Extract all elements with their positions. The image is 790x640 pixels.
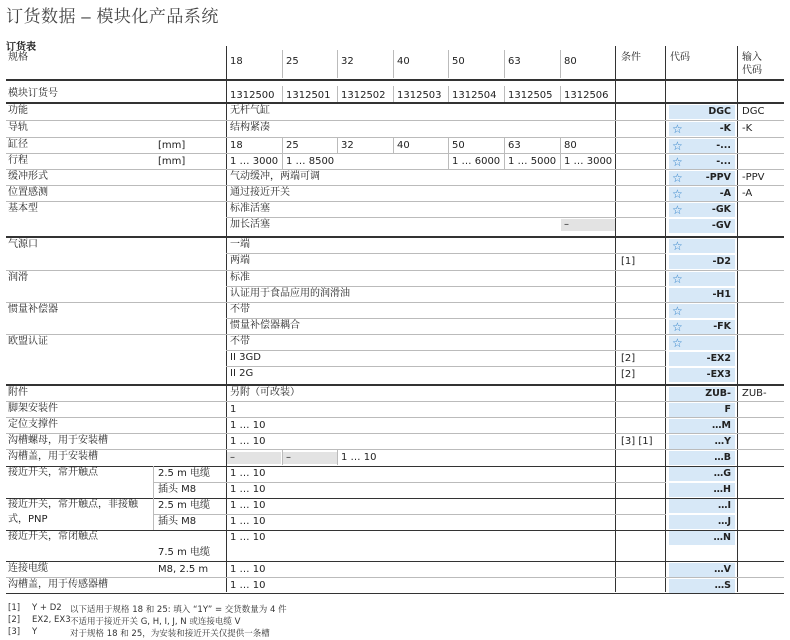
eu-code-2: -EX2: [706, 353, 731, 364]
partno-label: 模块订货号: [8, 88, 58, 99]
bore-value: 63: [508, 140, 521, 151]
no-sensor-sub-2: 插头 M8: [158, 484, 197, 495]
footnote-num: [3]: [8, 627, 21, 637]
air-value-2: 两端: [230, 255, 250, 266]
stroke-value: 1 … 3000: [230, 156, 279, 167]
function-code: DGC: [708, 106, 731, 117]
air-code-2: -D2: [712, 256, 731, 267]
pnp-sensor-code-2: …J: [717, 516, 731, 527]
slotcover-value: 1 … 10: [341, 452, 377, 463]
header-size-40: 40: [397, 56, 410, 67]
function-value: 无杆气缸: [230, 105, 270, 116]
eu-value-3: II 2G: [230, 368, 254, 379]
page-title: 订货数据 – 模块化产品系统: [6, 7, 219, 26]
star-icon: ☆: [672, 139, 683, 153]
guide-code: -K: [719, 123, 731, 134]
stroke-label: 行程: [8, 155, 28, 166]
position-label: 位置感测: [8, 187, 48, 198]
stroke-value: 1 … 3000: [564, 156, 613, 167]
bore-value: 25: [286, 140, 299, 151]
header-size-80: 80: [564, 56, 577, 67]
cushion-code: -PPV: [705, 172, 731, 183]
partno: 1312502: [341, 90, 386, 101]
air-condition: [1]: [621, 256, 636, 267]
no-sensor-code-1: …G: [713, 468, 731, 479]
basic-code-1: -GK: [711, 204, 731, 215]
pnp-sensor-sub-1: 2.5 m 电缆: [158, 500, 211, 511]
nc-sensor-label: 接近开关，常闭触点: [8, 531, 98, 542]
pnp-sensor-label: 式，PNP: [8, 514, 48, 525]
guide-value: 结构紧凑: [230, 122, 270, 133]
star-icon: ☆: [672, 187, 683, 201]
cushion-label: 缓冲形式: [8, 171, 48, 182]
pnp-sensor-code-1: …I: [717, 500, 731, 511]
position-code: -A: [719, 188, 731, 199]
pnp-sensor-value-1: 1 … 10: [230, 500, 266, 511]
eu-condition-2: [2]: [621, 353, 636, 364]
footnote-text: 以下适用于规格 18 和 25: 填入 “1Y” = 交货数量为 4 件: [70, 605, 287, 615]
partno: 1312500: [230, 90, 275, 101]
star-icon: ☆: [672, 336, 683, 350]
eu-code-3: -EX3: [706, 369, 731, 380]
bore-value: 50: [452, 140, 465, 151]
grid-line: [737, 46, 738, 592]
partno: 1312503: [397, 90, 442, 101]
header-size-50: 50: [452, 56, 465, 67]
no-sensor-value-1: 1 … 10: [230, 468, 266, 479]
air-value-1: 一端: [230, 239, 250, 250]
bore-value: 80: [564, 140, 577, 151]
guide-input: -K: [742, 123, 753, 134]
slotnut-condition: [3] [1]: [621, 436, 653, 447]
header-input-code: 代码: [742, 65, 762, 76]
header-size-63: 63: [508, 56, 521, 67]
function-input: DGC: [742, 106, 765, 117]
eu-condition-3: [2]: [621, 369, 636, 380]
sensor-cover-value: 1 … 10: [230, 580, 266, 591]
position-input: -A: [742, 188, 753, 199]
slotcover-dash: –: [230, 452, 235, 463]
cable-value: 1 … 10: [230, 564, 266, 575]
nc-sensor-value: 1 … 10: [230, 532, 266, 543]
star-icon: ☆: [672, 155, 683, 169]
footnote-num: [1]: [8, 603, 21, 613]
bore-code: -...: [716, 140, 731, 151]
cable-sub: M8, 2.5 m: [158, 564, 209, 575]
basic-code-2: -GV: [711, 220, 731, 231]
basic-dash: –: [564, 219, 569, 230]
grid-line: [665, 46, 666, 592]
header-input-code: 输入: [742, 52, 762, 63]
air-label: 气源口: [8, 239, 38, 250]
header-size-32: 32: [341, 56, 354, 67]
nc-sensor-code: …N: [713, 532, 731, 543]
pnp-sensor-value-2: 1 … 10: [230, 516, 266, 527]
mass-label: 惯量补偿器: [8, 304, 58, 315]
sensor-cover-label: 沟槽盖，用于传感器槽: [8, 579, 108, 590]
guide-label: 导轨: [8, 122, 28, 133]
eu-value-1: 不带: [230, 336, 250, 347]
no-sensor-code-2: …H: [713, 484, 731, 495]
cable-code: …V: [714, 564, 731, 575]
lube-value-1: 标准: [230, 272, 250, 283]
bore-value: 32: [341, 140, 354, 151]
slotnut-value: 1 … 10: [230, 436, 266, 447]
star-icon: ☆: [672, 304, 683, 318]
eu-value-2: II 3GD: [230, 352, 261, 363]
bore-label: 缸径: [8, 139, 28, 150]
partno: 1312504: [452, 90, 497, 101]
star-icon: ☆: [672, 239, 683, 253]
locating-label: 定位支撑件: [8, 419, 58, 430]
lube-label: 润滑: [8, 272, 28, 283]
stroke-value: 1 … 8500: [286, 156, 335, 167]
footnote-text: 不适用于接近开关 G, H, I, J, N 或连接电缆 V: [70, 617, 241, 627]
star-icon: ☆: [672, 272, 683, 286]
grid-line: [226, 46, 227, 592]
star-icon: ☆: [672, 171, 683, 185]
no-sensor-label: 接近开关，常开触点: [8, 467, 98, 478]
mass-value-2: 惯量补偿器耦合: [230, 320, 300, 331]
mass-code-2: -FK: [713, 321, 731, 332]
slotcover-dash: –: [286, 452, 291, 463]
acc-code: ZUB-: [705, 388, 731, 399]
basic-value-2: 加长活塞: [230, 219, 270, 230]
slotcover-code: …B: [714, 452, 731, 463]
sensor-cover-code: …S: [714, 580, 731, 591]
no-sensor-value-2: 1 … 10: [230, 484, 266, 495]
star-icon: ☆: [672, 122, 683, 136]
locating-code: …M: [712, 420, 731, 431]
eu-label: 欧盟认证: [8, 336, 48, 347]
bore-value: 18: [230, 140, 243, 151]
cushion-value: 气动缓冲，两端可调: [230, 171, 320, 182]
star-icon: ☆: [672, 320, 683, 334]
position-value: 通过接近开关: [230, 187, 290, 198]
footnote-text: 对于规格 18 和 25，为安装和接近开关仅提供一条槽: [70, 629, 270, 639]
partno: 1312506: [564, 90, 609, 101]
header-size-18: 18: [230, 56, 243, 67]
star-icon: ☆: [672, 203, 683, 217]
header-size-25: 25: [286, 56, 299, 67]
mass-value-1: 不带: [230, 304, 250, 315]
lube-code-2: -H1: [712, 289, 731, 300]
foot-code: F: [724, 404, 731, 415]
pnp-sensor-label: 接近开关，常开触点，非接触: [8, 499, 138, 510]
bore-unit: [mm]: [158, 140, 186, 151]
locating-value: 1 … 10: [230, 420, 266, 431]
pnp-sensor-sub-2: 插头 M8: [158, 516, 197, 527]
cushion-input: -PPV: [742, 172, 765, 183]
acc-value: 另附（可改装）: [230, 387, 300, 398]
header-condition: 条件: [621, 52, 641, 63]
grid-line: [615, 46, 616, 592]
acc-label: 附件: [8, 387, 28, 398]
cable-label: 连接电缆: [8, 563, 48, 574]
footnote-key: Y + D2: [32, 603, 62, 613]
header-code: 代码: [670, 52, 690, 63]
stroke-code: -...: [716, 156, 731, 167]
lube-value-2: 认证用于食品应用的润滑油: [230, 288, 350, 299]
foot-value: 1: [230, 404, 237, 415]
basic-label: 基本型: [8, 203, 38, 214]
no-sensor-sub-1: 2.5 m 电缆: [158, 468, 211, 479]
stroke-value: 1 … 6000: [452, 156, 501, 167]
function-label: 功能: [8, 105, 28, 116]
table-title: 订货表: [6, 42, 36, 53]
stroke-unit: [mm]: [158, 156, 186, 167]
footnote-key: Y: [32, 627, 38, 637]
footnote-key: EX2, EX3: [32, 615, 71, 625]
slotcover-label: 沟槽盖，用于安装槽: [8, 451, 98, 462]
header-spec: 规格: [8, 52, 28, 63]
stroke-value: 1 … 5000: [508, 156, 557, 167]
partno: 1312505: [508, 90, 553, 101]
bore-value: 40: [397, 140, 410, 151]
foot-label: 脚架安装件: [8, 403, 58, 414]
basic-value-1: 标准活塞: [230, 203, 270, 214]
footnote-num: [2]: [8, 615, 21, 625]
acc-input: ZUB-: [742, 388, 767, 399]
slotnut-code: …Y: [714, 436, 731, 447]
slotnut-label: 沟槽螺母，用于安装槽: [8, 435, 108, 446]
partno: 1312501: [286, 90, 331, 101]
nc-sensor-sub: 7.5 m 电缆: [158, 547, 211, 558]
